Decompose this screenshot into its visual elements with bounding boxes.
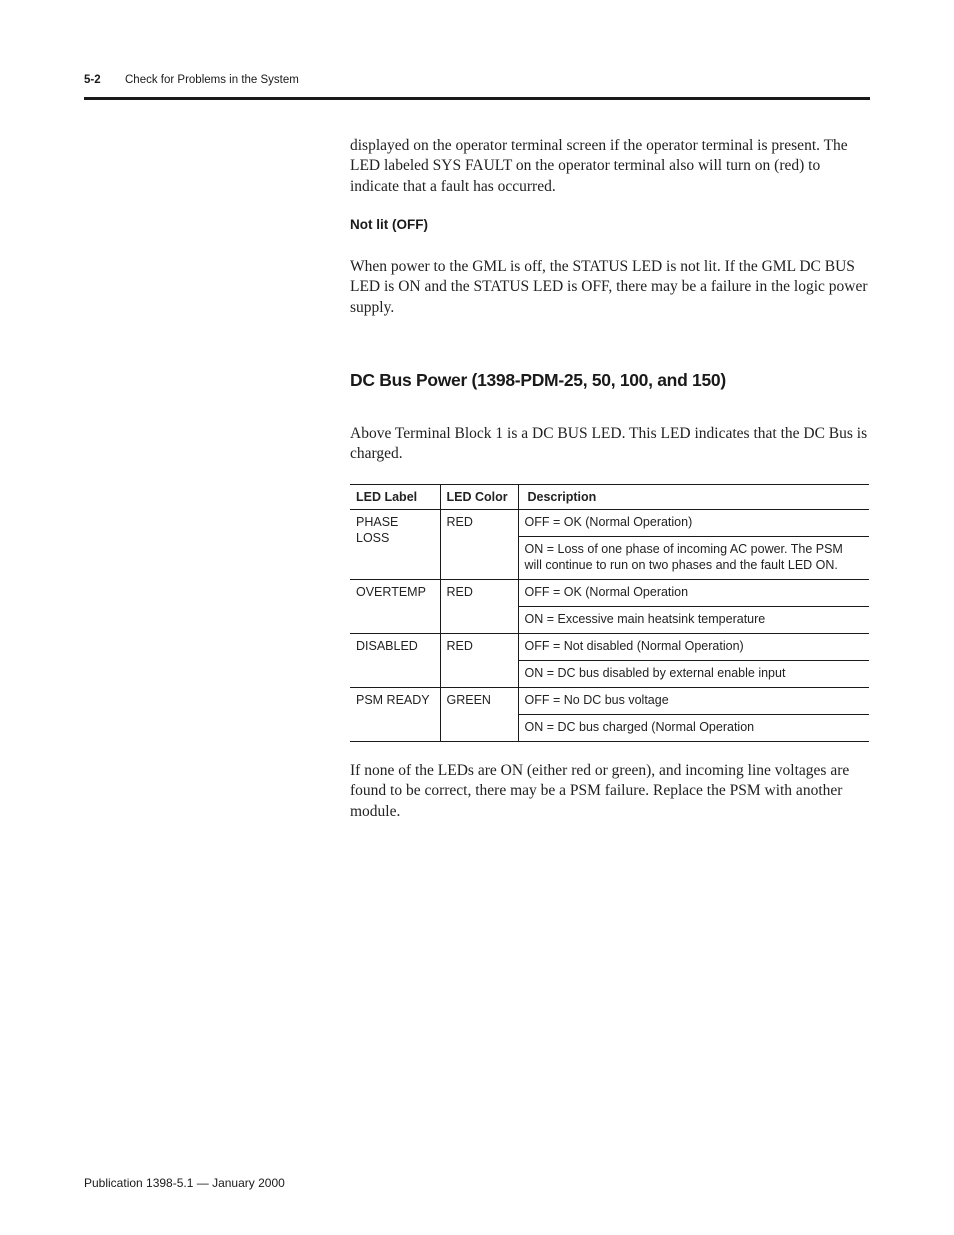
led-label-cell: PHASE LOSS <box>350 510 440 580</box>
description-cell: OFF = No DC bus voltage <box>518 688 869 715</box>
intro-block <box>350 136 870 197</box>
description-cell: OFF = OK (Normal Operation <box>518 580 869 607</box>
dc-bus-block <box>350 424 870 465</box>
table-row <box>350 634 869 661</box>
column-header-description: Description <box>518 485 869 510</box>
header-section-title: Check for Problems in the System <box>125 74 299 86</box>
table-row <box>350 510 869 537</box>
header-rule <box>84 97 870 100</box>
table-row <box>350 688 869 715</box>
description-cell: ON = Excessive main heatsink temperature <box>518 607 869 634</box>
closing-block <box>350 761 870 822</box>
running-header <box>84 74 870 92</box>
table-row <box>350 580 869 607</box>
dc-bus-paragraph: Above Terminal Block 1 is a DC BUS LED. This LED indicates that the DC Bus is charged. <box>350 425 868 463</box>
closing-paragraph: If none of the LEDs are ON (either red or green), and incoming line voltages are found to be correct, there may be a PSM failure. Replace the PSM with another module. <box>350 762 850 820</box>
column-header-led-label: LED Label <box>350 485 440 510</box>
led-table-wrapper <box>350 484 870 742</box>
led-label-cell: OVERTEMP <box>350 580 440 634</box>
not-lit-paragraph: When power to the GML is off, the STATUS LED is not lit. If the GML DC BUS LED is ON and the STATUS LED is OFF, there may be a failure in the logic power supply. <box>350 258 868 316</box>
description-cell: ON = DC bus disabled by external enable input <box>518 661 869 688</box>
intro-paragraph: displayed on the operator terminal screen if the operator terminal is present. The LED labeled SYS FAULT on the operator terminal also will turn on (red) to indicate that a fault has occurred. <box>350 137 848 195</box>
led-color-cell: GREEN <box>440 688 518 742</box>
led-label-cell: DISABLED <box>350 634 440 688</box>
led-label-cell: PSM READY <box>350 688 440 742</box>
description-cell: OFF = OK (Normal Operation) <box>518 510 869 537</box>
description-cell: OFF = Not disabled (Normal Operation) <box>518 634 869 661</box>
led-color-cell: RED <box>440 634 518 688</box>
table-header-row <box>350 485 869 510</box>
page-number: 5-2 <box>84 74 101 86</box>
publication-footer: Publication 1398-5.1 — January 2000 <box>84 1176 285 1190</box>
led-color-cell: RED <box>440 510 518 580</box>
description-cell: ON = DC bus charged (Normal Operation <box>518 715 869 742</box>
description-cell: ON = Loss of one phase of incoming AC power. The PSM will continue to run on two phases and the fault LED ON. <box>518 537 869 580</box>
column-header-led-color: LED Color <box>440 485 518 510</box>
led-table <box>350 484 869 742</box>
dc-bus-heading: DC Bus Power (1398-PDM-25, 50, 100, and 150) <box>350 370 726 390</box>
not-lit-block <box>350 257 870 318</box>
not-lit-heading: Not lit (OFF) <box>350 217 428 232</box>
led-color-cell: RED <box>440 580 518 634</box>
